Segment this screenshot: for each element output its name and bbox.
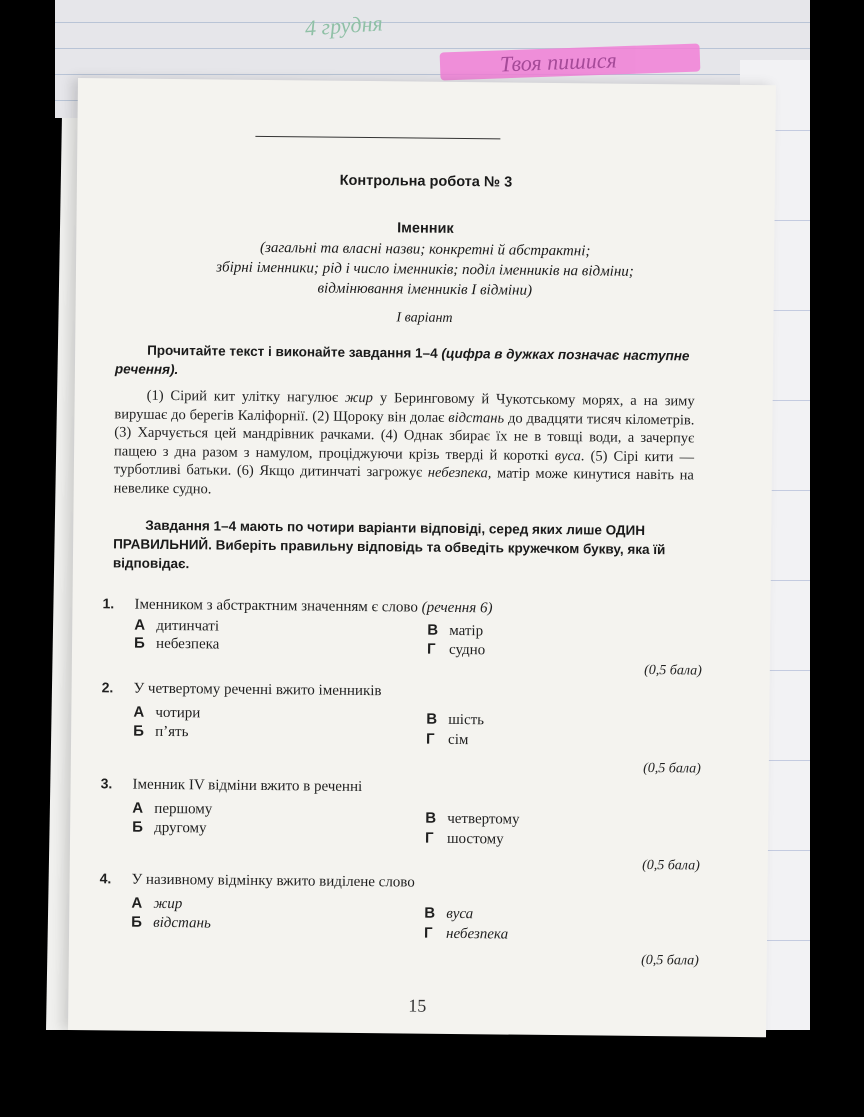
option-v[interactable]: В шість <box>426 710 485 729</box>
topic-heading: Іменник <box>397 220 454 237</box>
option-b[interactable]: Б небезпека <box>133 634 220 653</box>
points-label: (0,5 бала) <box>641 952 699 969</box>
option-a[interactable]: А чотири <box>133 703 201 722</box>
test-title: Контрольна робота № 3 <box>339 172 513 191</box>
page-number: 15 <box>408 995 427 1016</box>
topic-subtitle: (загальні та власні назви; конкретні й абстрактні; збірні іменники; рід і число іменників; поділ іменників на відміни; відмінювання іменників І відміни) <box>216 239 634 299</box>
question-text: 1. Іменником з абстрактним значенням є слово (речення 6) <box>102 595 493 617</box>
points-label: (0,5 бала) <box>643 760 701 777</box>
option-a[interactable]: А дитинчаті <box>134 616 220 635</box>
option-v[interactable]: В матір <box>427 621 484 640</box>
handwritten-note: 4 грудня <box>304 10 384 41</box>
option-b[interactable]: Б відстань <box>131 913 211 932</box>
option-v[interactable]: В вуса <box>424 904 474 923</box>
highlighted-handwriting: Твоя пишися <box>440 43 701 80</box>
variant-label: І варіант <box>396 310 453 326</box>
question-4 <box>99 870 700 969</box>
option-b[interactable]: Б другому <box>132 818 207 837</box>
tasks-instruction: Завдання 1–4 мають по чотири варіанти відповіді, серед яких лише ОДИН ПРАВИЛЬНИЙ. Виберіть правильну відповідь та обведіть кружечком букву, яка їй відповідає. <box>112 517 666 572</box>
option-b[interactable]: Б п’ять <box>133 722 189 741</box>
points-label: (0,5 бала) <box>642 857 700 874</box>
option-h[interactable]: Г небезпека <box>423 924 509 943</box>
question-1 <box>102 595 703 679</box>
reading-instruction: Прочитайте текст і виконайте завдання 1–4 (цифра в дужках позначає наступне речення). <box>114 342 690 378</box>
question-text: 2. У четвертому реченні вжито іменників <box>101 679 382 700</box>
workbook-page <box>68 78 776 1037</box>
question-text: 4. У називному відмінку вжито виділене слово <box>99 870 415 891</box>
option-a[interactable]: А жир <box>131 894 183 913</box>
question-text: 3. Іменник IV відміни вжито в реченні <box>100 775 363 796</box>
question-2 <box>101 679 702 777</box>
option-h[interactable]: Г судно <box>426 640 486 659</box>
reading-passage: (1) Сірий кит улітку нагулює жир у Беринговому й Чукотському морях, а на зиму вирушає до берегів Каліфорнії. (2) Щороку він долає відстань до двадцяти тисяч кілометрів. (3) Харчується цей мандрівник рачками. (4) Однак збирає їх не в товщі води, а зачерпує пащею з дна разом з намулом, проціджуючи крізь тверді й короткі вуса. (5) Сірі кити — турботливі батьки. (6) Якщо дитинчаті загрожує небезпека, матір може кинутися навіть на невелике судно. <box>113 387 695 497</box>
option-v[interactable]: В четвертому <box>425 809 520 828</box>
option-a[interactable]: А першому <box>132 799 213 818</box>
top-rule <box>255 136 500 140</box>
option-h[interactable]: Г сім <box>426 730 469 749</box>
question-3 <box>100 775 701 874</box>
option-h[interactable]: Г шостому <box>424 829 504 848</box>
points-label: (0,5 бала) <box>644 662 702 679</box>
